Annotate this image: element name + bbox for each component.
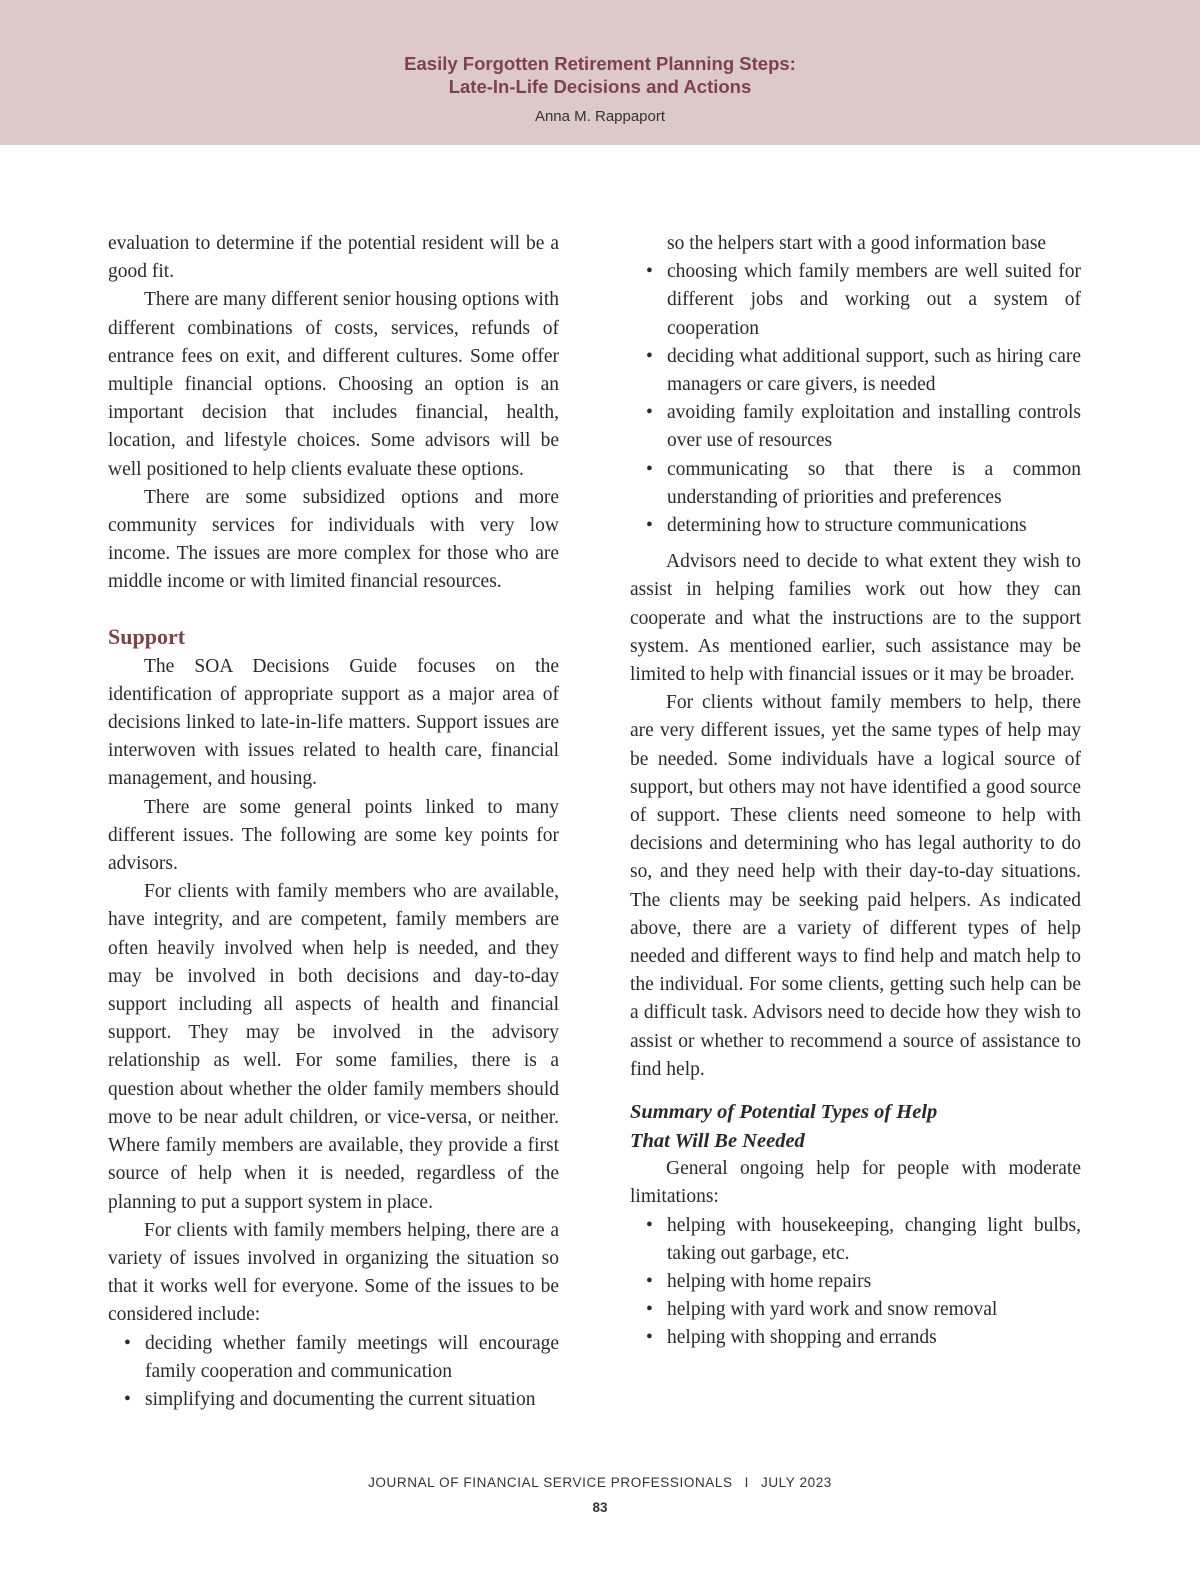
list-item xyxy=(630,1296,1081,1324)
article-title-line-1: Easily Forgotten Retirement Planning Steps: xyxy=(404,53,796,74)
list-item-text: deciding whether family meetings will encourage family cooperation and communication xyxy=(145,1332,559,1382)
summary-heading-line-2: That Will Be Needed xyxy=(630,1129,805,1152)
list-item-text: avoiding family exploitation and installing controls over use of resources xyxy=(667,402,1081,452)
bullet-icon: • xyxy=(646,515,653,537)
paragraph-family-available: For clients with family members who are available, have integrity, and are competent, family members are often heavily involved when help is needed, and they may be involved in both decisions and day-to-day support including all aspects of health and financial support. They may be involved in the advisory relationship as well. For some families, there is a question about whether the older family members should move to be near adult children, or vice-versa, or neither. Where family members are available, they provide a first source of help when it is needed, regardless of the planning to put a support system in place. xyxy=(108,881,559,1213)
bullet-icon: • xyxy=(646,1299,653,1321)
paragraph-housing-options: There are many different senior housing options with different combinations of costs, services, refunds of entrance fees on exit, and different cultures. Some offer multiple financial options. Choosing an option is an important decision that includes financial, health, location, and lifestyle choices. Some advisors will be well positioned to help clients evaluate these options. xyxy=(108,289,559,480)
list-item xyxy=(630,343,1081,399)
bullet-icon: • xyxy=(646,458,653,480)
list-item-text: helping with home repairs xyxy=(667,1270,872,1292)
list-item-text: choosing which family members are well suited for different jobs and working out a system of cooperation xyxy=(667,261,1081,339)
list-item-text: determining how to structure communications xyxy=(667,515,1027,537)
family-issues-list xyxy=(108,1330,559,1415)
family-issues-list-continued xyxy=(630,258,1081,540)
paragraph-family-helping: For clients with family members helping, there are a variety of issues involved in organizing the situation so that it works well for everyone. Some of the issues to be considered include: xyxy=(108,1219,559,1326)
bullet-continuation: so the helpers start with a good information base xyxy=(667,233,1047,254)
left-column xyxy=(108,230,559,1414)
list-item xyxy=(630,1212,1081,1268)
bullet-icon: • xyxy=(646,345,653,367)
paragraph-general-points: There are some general points linked to many different issues. The following are some key points for advisors. xyxy=(108,796,559,875)
bullet-icon: • xyxy=(124,1388,131,1410)
journal-name: JOURNAL OF FINANCIAL SERVICE PROFESSIONALS xyxy=(368,1475,733,1490)
list-item xyxy=(630,1324,1081,1352)
paragraph-subsidized-options: There are some subsidized options and more community services for individuals with very low income. The issues are more complex for those who are middle income or with limited financial resources. xyxy=(108,486,559,593)
paragraph-general-ongoing-help: General ongoing help for people with moderate limitations: xyxy=(630,1158,1081,1208)
help-types-list xyxy=(630,1212,1081,1353)
list-item-text: deciding what additional support, such as hiring care managers or care givers, is needed xyxy=(667,345,1081,396)
list-item-text: simplifying and documenting the current situation xyxy=(145,1388,536,1410)
footer-journal-line xyxy=(0,1475,1200,1490)
list-item xyxy=(108,1330,559,1386)
paragraph-advisors-decide: Advisors need to decide to what extent they wish to assist in helping families work out how they can cooperate and what the instructions are to the support system. As mentioned earlier, such assistance may be limited to help with financial issues or it may be broader. xyxy=(630,551,1081,686)
section-heading-support: Support xyxy=(108,623,186,649)
bullet-icon: • xyxy=(646,402,653,424)
paragraph-without-family: For clients without family members to help, there are very different issues, yet the same types of help may be needed. Some individuals have a logical source of support, but others may not have identified a good source of support. These clients need someone to help with decisions and determining who has legal authority to do so, and they need help with their day-to-day situations. The clients may be seeking paid helpers. As indicated above, there are a variety of different types of help needed and different ways to find help and match help to the individual. For some clients, getting such help can be a difficult task. Advisors need to decide how they wish to assist or whether to recommend a source of assistance to find help. xyxy=(630,692,1081,1080)
list-item xyxy=(630,1268,1081,1296)
header-band xyxy=(0,0,1200,145)
footer-separator: I xyxy=(744,1475,749,1490)
issue-date: JULY 2023 xyxy=(760,1475,832,1490)
right-column xyxy=(630,230,1081,1353)
list-item xyxy=(630,512,1081,540)
bullet-icon: • xyxy=(646,1270,653,1292)
summary-heading xyxy=(630,1098,1081,1155)
bullet-icon: • xyxy=(646,261,653,283)
article-title xyxy=(0,52,1200,98)
article-author: Anna M. Rappaport xyxy=(534,108,666,125)
paragraph-continued: evaluation to determine if the potential resident will be a good fit. xyxy=(108,233,559,283)
paragraph-soa-guide: The SOA Decisions Guide focuses on the identification of appropriate support as a major area of decisions linked to late-in-life matters. Support issues are interwoven with issues related to health care, financial management, and housing. xyxy=(108,655,559,790)
list-item xyxy=(630,456,1081,512)
list-item-text: communicating so that there is a common understanding of priorities and preferences xyxy=(667,458,1081,508)
list-item xyxy=(630,258,1081,343)
bullet-icon: • xyxy=(124,1332,131,1354)
list-item-text: helping with shopping and errands xyxy=(667,1327,937,1349)
bullet-icon: • xyxy=(646,1327,653,1349)
list-item xyxy=(630,399,1081,455)
list-item-text: helping with yard work and snow removal xyxy=(667,1299,998,1321)
list-item-text: helping with housekeeping, changing light bulbs, taking out garbage, etc. xyxy=(667,1214,1081,1264)
summary-heading-line-1: Summary of Potential Types of Help xyxy=(630,1101,938,1124)
article-title-line-2: Late-In-Life Decisions and Actions xyxy=(448,76,752,97)
list-item xyxy=(108,1386,559,1414)
page-number: 83 xyxy=(592,1500,608,1515)
bullet-icon: • xyxy=(646,1214,653,1236)
